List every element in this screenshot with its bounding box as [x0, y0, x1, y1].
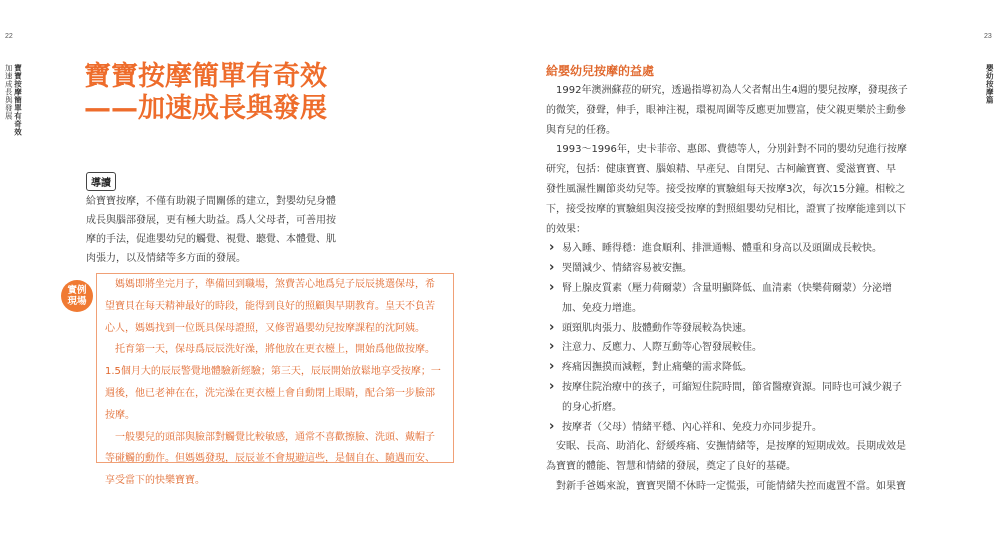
- case-badge-label: 實例 現場: [67, 285, 87, 307]
- body-line: 1992年澳洲蘇菈的研究，透過指導初為人父者幫出生4週的嬰兒按摩，發現孩子: [546, 85, 908, 96]
- body-line: 的身心折磨。: [562, 401, 622, 413]
- page-subtitle: ——加速成長與發展: [84, 93, 327, 124]
- bullet-item: › 注意力、反應力、人際互動等心智發展較佳。: [546, 338, 908, 358]
- bullet-item: › 哭鬧減少、情緒容易被安撫。: [546, 259, 908, 279]
- page-title: 寶寶按摩簡單有奇效: [84, 61, 327, 92]
- bullet-item: › 按摩住院治療中的孩子，可縮短住院時間，節省醫療資源。同時也可減少親子: [546, 378, 908, 398]
- section-heading: 給嬰幼兒按摩的益處: [546, 64, 655, 78]
- intro-line: 摩的手法，促進嬰幼兒的觸覺、視覺、聽覺、本體覺、肌: [86, 234, 336, 245]
- case-line: 心人，媽媽找到一位既具保母證照，又修習過嬰幼兒按摩課程的沈阿姨。: [105, 322, 425, 334]
- bullet-item: › 易入睡、睡得穩：進食順利、排泄通暢、體重和身高以及頭圍成長較快。: [546, 239, 908, 259]
- case-box: [96, 273, 454, 487]
- case-line: 週後，他已老神在在，洗完澡在更衣檯上會自動閉上眼睛，配合第一步臉部: [105, 387, 435, 399]
- case-line: 1.5個月大的辰辰警覺地體驗新經驗；第三天，辰辰開始放鬆地享受按摩；一: [105, 366, 441, 378]
- body-line: 為寶寶的體能、智慧和情緒的發展，奠定了良好的基礎。: [546, 461, 796, 473]
- running-title-left: [4, 64, 22, 136]
- case-line: 媽媽即將坐完月子，準備回到職場，煞費苦心地爲兒子辰辰挑選保母，希: [105, 279, 435, 290]
- intro-line: 給寶寶按摩，不僅有助親子間關係的建立，對嬰幼兒身體: [86, 196, 336, 207]
- case-line: 按摩。: [105, 409, 135, 421]
- intro-line: 肉張力，以及情緒等多方面的發展。: [86, 253, 246, 264]
- body-line: 的微笑，發聲，伸手，眼神注視，環視周圍等反應更加豐富，使父親更樂於主動參: [546, 104, 906, 116]
- body-line: 1993～1996年，史卡菲帝、惠郎、費德等人，分別針對不同的嬰幼兒進行按摩: [546, 144, 907, 156]
- case-line: 望寶貝在每天精神最好的時段，能得到良好的照顧與早期教育。皇天不負苦: [105, 300, 435, 312]
- running-title-left-line1: 寶寶按摩簡單有奇效: [13, 64, 23, 136]
- body-line: 加、免疫力增進。: [562, 302, 642, 314]
- body-line: 與育兒的任務。: [546, 124, 616, 136]
- bullet-item: › 疼痛因撫摸而減輕，對止痛藥的需求降低。: [546, 358, 908, 378]
- body-line: 研究，包括：健康寶寶、腦娘精、早產兒、自閉兒、古柯鹼寶寶、愛滋寶寶、早: [546, 164, 896, 176]
- bullet-item: › 頭頸肌肉張力、肢體動作等發展較為快速。: [546, 319, 908, 339]
- intro-tag: 導讀: [86, 172, 116, 191]
- article-body: [546, 81, 908, 497]
- running-title-right: [985, 64, 993, 104]
- page-number-left: 22: [5, 33, 13, 40]
- page-number-right: 23: [984, 33, 992, 40]
- body-line: 下，接受按摩的實驗組與沒接受按摩的對照組嬰幼兒相比，證實了按摩能達到以下: [546, 203, 906, 215]
- bullet-item: › 按摩者（父母）情緒平穩、內心祥和、免疫力亦同步提升。: [546, 418, 908, 438]
- case-badge: [61, 280, 93, 312]
- body-line: 發性風濕性關節炎幼兒等。接受按摩的實驗組每天按摩3次，每次15分鐘。相較之: [546, 183, 906, 195]
- body-line: 安眠、長高、助消化、舒緩疼痛、安撫情緒等，是按摩的短期成效。長期成效是: [546, 441, 906, 453]
- intro-text: [86, 192, 336, 268]
- body-line: 的效果：: [546, 223, 586, 235]
- intro-line: 成長與腦部發展，更有極大助益。爲人父母者，可善用按: [86, 215, 336, 226]
- case-line: 享受當下的快樂寶寶。: [105, 475, 205, 487]
- case-line: 等碰觸的動作。但媽媽發現，辰辰並不會規避這些，是個自在、隨遇而安、: [105, 453, 435, 465]
- bullet-item: › 腎上腺皮質素（壓力荷爾蒙）含量明顯降低、血清素（快樂荷爾蒙）分泌增: [546, 279, 908, 299]
- case-line: 一般嬰兒的頭部與臉部對觸覺比較敏感，通常不喜歡擦臉、洗頭、戴帽子: [105, 431, 435, 443]
- case-line: 托育第一天，保母爲辰辰洗好澡，將他放在更衣檯上，開始爲他做按摩。: [105, 344, 435, 356]
- body-line: 對新手爸媽來說，寶寶哭鬧不休時一定慌張，可能情緒失控而處置不當。如果寶: [546, 480, 906, 492]
- running-title-right-text: 嬰幼按摩篇: [985, 64, 995, 104]
- running-title-left-line2: 加速成長與發展: [4, 64, 14, 120]
